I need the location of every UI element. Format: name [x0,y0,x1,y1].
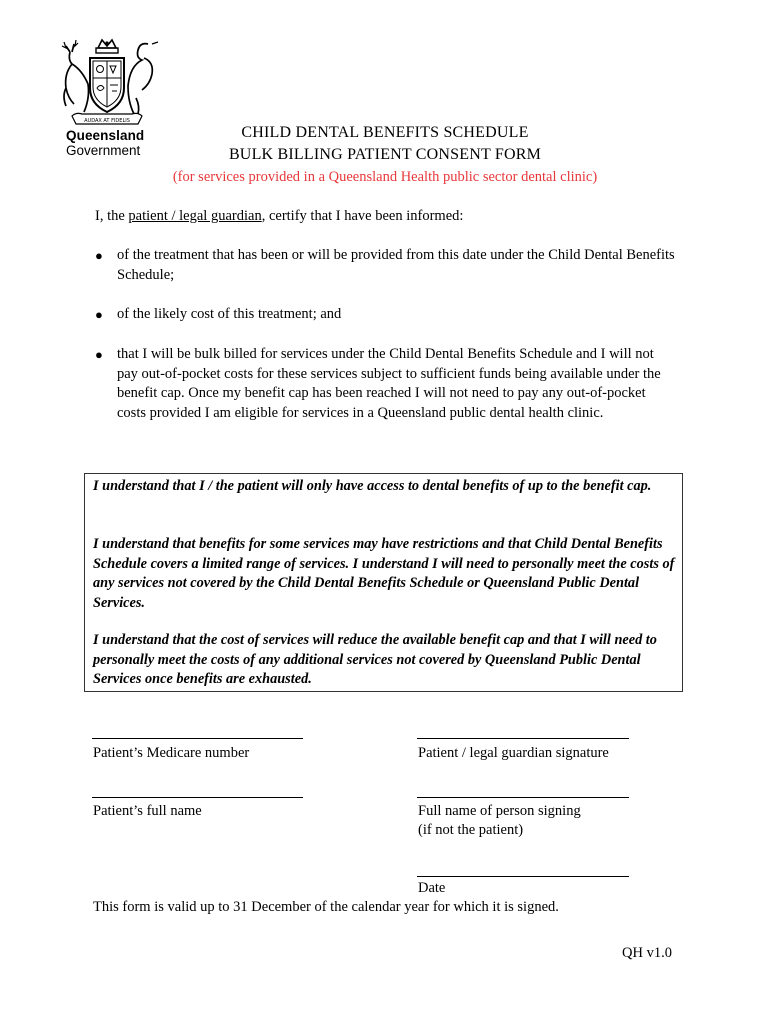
patient-full-name-label: Patient’s full name [93,803,202,819]
bullet-text: that I will be bulk billed for services under the Child Dental Benefits Schedule and I will not pay out-of-pocket costs for these services subject to sufficient funds being available under the benefit cap. Once my benefit cap has been reached I will not need to pay any out-of-pocket costs provided I am eligible for services in a Queensland public dental health clinic. [117,346,661,421]
intro-suffix: , certify that I have been informed: [261,208,464,224]
understanding-statements-box [84,473,683,692]
intro-statement [95,207,463,227]
date-label: Date [418,880,446,896]
statement-benefit-cap: I understand that I / the patient will only have access to dental benefits of up to the benefit cap. [93,478,652,494]
medicare-number-field[interactable] [92,738,303,739]
statement-cost-reduction: I understand that the cost of services will reduce the available benefit cap and that I will need to personally meet the costs of any additional services not covered by Queensland Public Dental Services once benefits are exhausted. [93,632,657,687]
form-scope-note: (for services provided in a Queensland Health public sector dental clinic) [172,169,598,185]
validity-note: This form is valid up to 31 December of the calendar year for which it is signed. [93,899,559,915]
bullet-icon: ● [95,347,103,362]
bullet-text: of the treatment that has been or will be provided from this date under the Child Dental Benefits Schedule; [117,247,675,283]
form-title: CHILD DENTAL BENEFITS SCHEDULE [241,124,529,141]
bullet-icon: ● [95,307,103,322]
logo-queensland-text: Queensland [66,128,145,143]
medicare-number-label: Patient’s Medicare number [93,745,250,761]
patient-full-name-field[interactable] [92,797,303,798]
intro-prefix: I, the [95,208,129,224]
bullet-text: of the likely cost of this treatment; and [117,306,342,322]
svg-text:AUDAX AT FIDELIS: AUDAX AT FIDELIS [84,118,130,124]
statement-restrictions: I understand that benefits for some services may have restrictions and that Child Dental Benefits Schedule covers a limited range of services. I understand I will need to personally meet the costs of any services not covered by the Child Dental Benefits Schedule or Queensland Public Dental Services. [93,536,675,611]
signer-full-name-label: Full name of person signing [418,803,581,819]
bullet-icon: ● [95,248,103,263]
date-field[interactable] [417,876,629,877]
signer-full-name-field[interactable] [417,797,629,798]
intro-role: patient / legal guardian [128,208,262,224]
form-version: QH v1.0 [622,945,672,961]
coat-of-arms-icon [52,38,162,130]
guardian-signature-label: Patient / legal guardian signature [418,745,609,761]
guardian-signature-field[interactable] [417,738,629,739]
logo-government-text: Government [66,143,141,158]
signer-full-name-note: (if not the patient) [418,822,524,838]
form-subtitle: BULK BILLING PATIENT CONSENT FORM [228,146,542,163]
